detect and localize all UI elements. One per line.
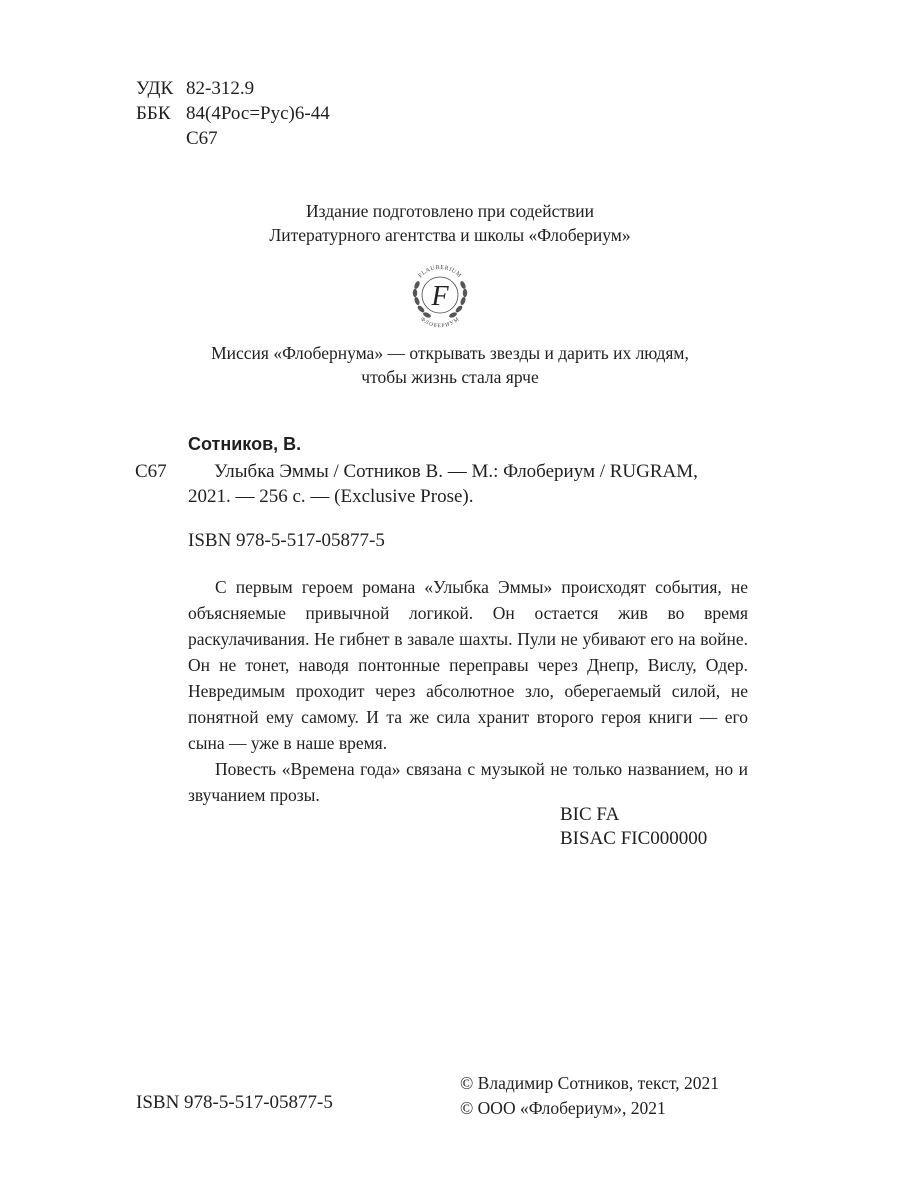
logo-bottom-text: ФЛОБЕРИУМ — [419, 316, 461, 330]
isbn-record: ISBN 978-5-517-05877-5 — [188, 530, 385, 551]
laurel-wreath-icon — [400, 255, 480, 335]
title-line2: 2021. — 256 с. — (Exclusive Prose). — [188, 486, 474, 507]
udk-value: 82-312.9 — [186, 78, 255, 99]
logo-letter: F — [431, 281, 449, 312]
author-mark: С67 — [135, 461, 167, 482]
mission-line1: Миссия «Флобернума» — открывать звезды и дарить их людям, — [211, 343, 689, 363]
annotation-paragraph-1: С первым героем романа «Улыбка Эммы» происходят события, не объясняемые привычной логикой. Он остается жив во время раскулачивания. Не гибнет в завале шахты. Пули не убивают его на войне. Он не тонет, наводя понтонные переправы через Днепр, Вислу, Одер. Невредимым проходит через абсолютное зло, оберегаемый силой, не понятной ему самому. И та же сила хранит второго героя книги — его сына — уже в наше время. — [188, 577, 748, 753]
annotation-paragraph-2: Повесть «Времена года» связана с музыкой не только названием, но и звучанием прозы. — [188, 759, 748, 805]
copyright-publisher: © ООО «Флобериум», 2021 — [460, 1098, 666, 1118]
logo-top-text: FLAUBERIUM — [417, 264, 463, 280]
flauberium-logo — [400, 255, 480, 335]
bisac-code: BISAC FIC000000 — [560, 828, 708, 849]
svg-text:ФЛОБЕРИУМ — [419, 316, 461, 329]
bbk-label: ББК — [136, 103, 171, 124]
author-mark-top: С67 — [186, 128, 218, 149]
udk-line — [136, 76, 254, 102]
author-heading: Сотников, В. — [188, 434, 302, 454]
annotation — [188, 574, 748, 808]
footer-isbn: ISBN 978-5-517-05877-5 — [136, 1092, 333, 1113]
bbk-value: 84(4Рос=Рус)6-44 — [186, 103, 330, 124]
publisher-note-line1: Издание подготовлено при содействии — [305, 201, 595, 221]
title-line1: Улыбка Эммы / Сотников В. — М.: Флобериум / RUGRAM, — [214, 461, 698, 482]
udk-label: УДК — [136, 78, 174, 99]
publisher-note-line2: Литературного агентства и школы «Флобериум» — [269, 225, 631, 245]
mission-line2: чтобы жизнь стала ярче — [361, 367, 539, 387]
bic-code: BIC FA — [560, 804, 620, 825]
copyright-author: © Владимир Сотников, текст, 2021 — [460, 1073, 719, 1093]
bbk-line — [136, 101, 330, 127]
